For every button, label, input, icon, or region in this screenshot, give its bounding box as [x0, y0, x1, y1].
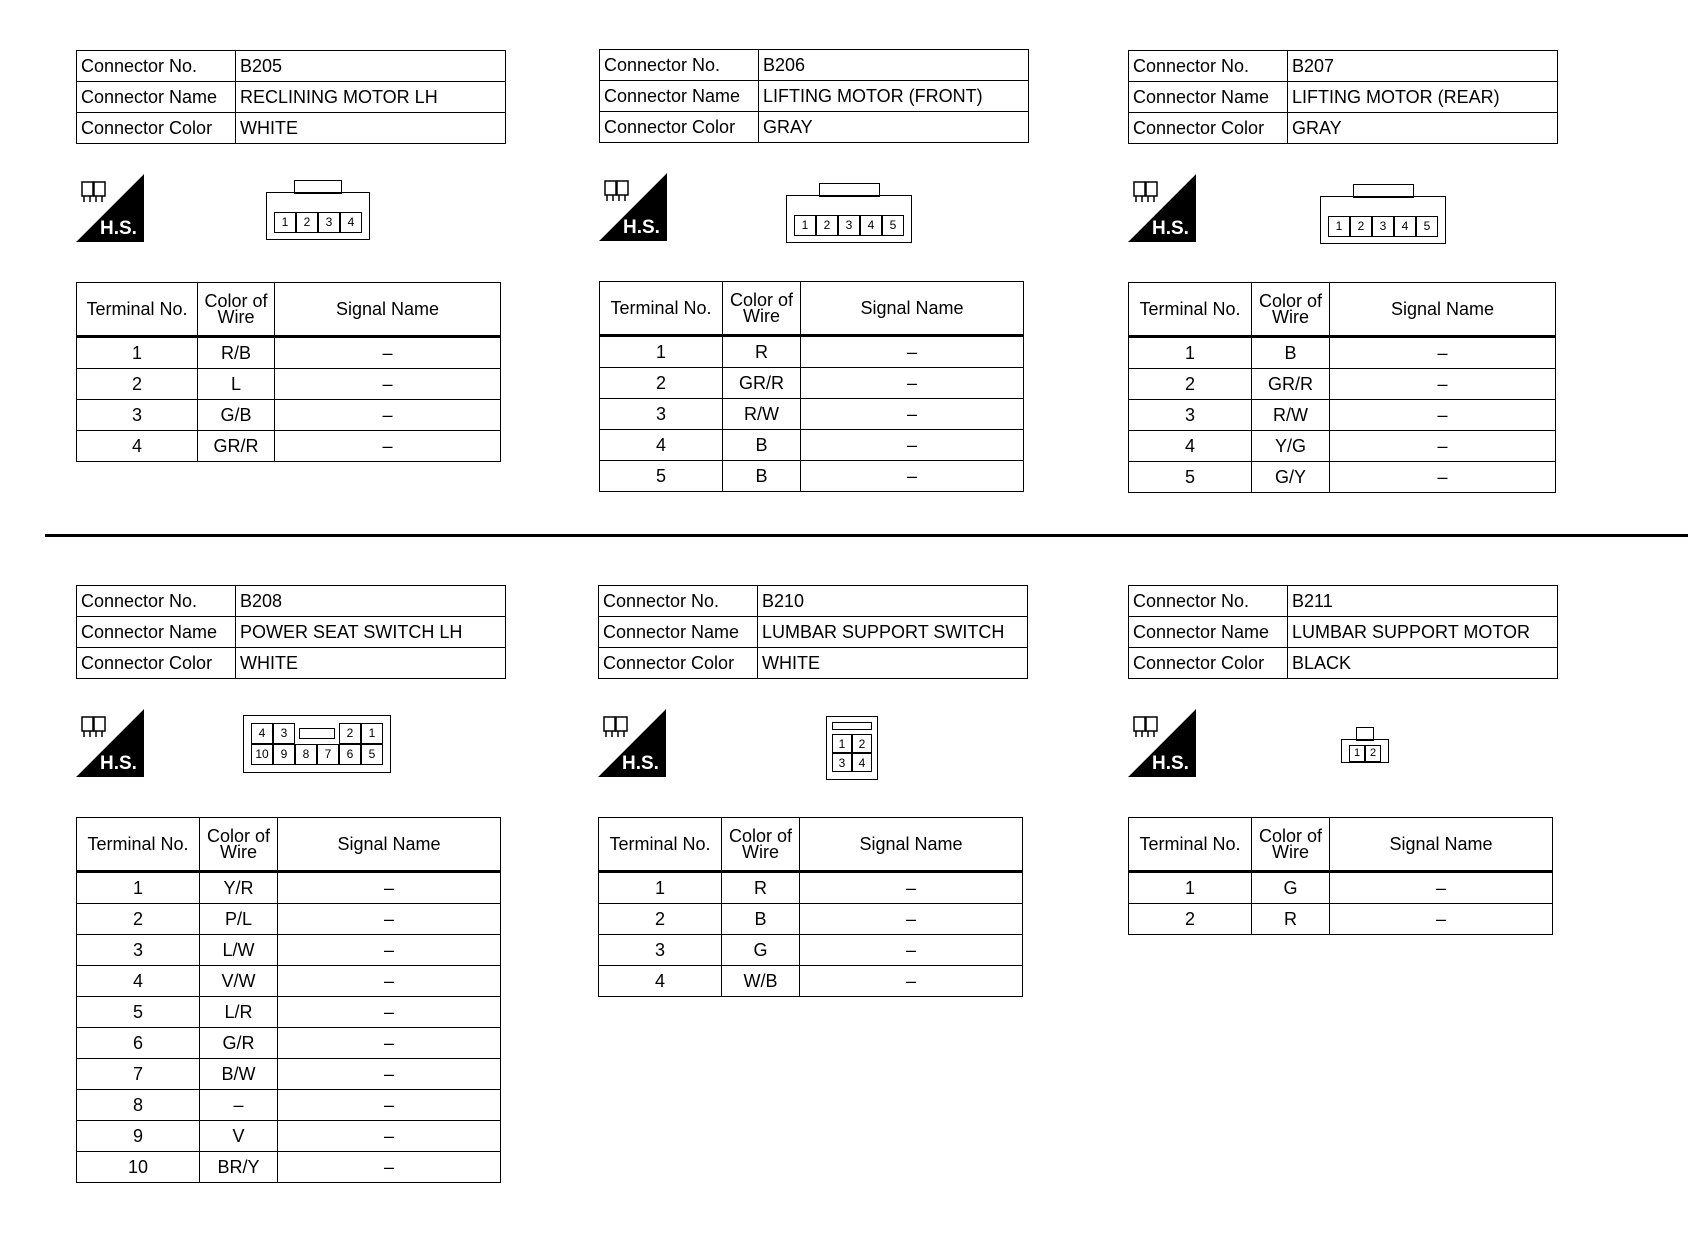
connector-pin: 1 — [274, 212, 296, 233]
signal-name-cell: – — [275, 337, 501, 369]
signal-name-cell: – — [275, 431, 501, 462]
wire-color-cell: R — [1252, 904, 1330, 935]
connector-name-label: Connector Name — [599, 617, 758, 648]
signal-name-cell: – — [801, 461, 1024, 492]
connector-pin: 1 — [832, 734, 852, 753]
terminal-no-header: Terminal No. — [77, 283, 198, 337]
terminal-no-cell: 4 — [77, 431, 198, 462]
wire-color-header — [723, 282, 801, 336]
terminal-table — [76, 817, 501, 1183]
connector-block-b210 — [598, 585, 1028, 991]
hs-label: H.S. — [100, 218, 137, 239]
connector-lock-tab — [1353, 184, 1414, 198]
table-row — [600, 430, 1024, 461]
section-divider — [45, 534, 1688, 537]
wire-color-header-line2: Wire — [743, 306, 780, 326]
wire-color-cell: GR/R — [723, 368, 801, 399]
wire-color-cell: V — [200, 1121, 278, 1152]
wire-color-cell: GR/R — [1252, 369, 1330, 400]
terminal-no-cell: 5 — [1129, 462, 1252, 493]
connector-block-b206 — [599, 49, 1029, 486]
terminal-no-cell: 2 — [599, 904, 722, 935]
connector-color-label: Connector Color — [77, 648, 236, 679]
terminal-no-cell: 2 — [600, 368, 723, 399]
connector-color-value: BLACK — [1288, 648, 1558, 679]
terminal-no-cell: 1 — [1129, 337, 1252, 369]
wire-color-header — [722, 818, 800, 872]
wire-color-header-line1: Color of — [1258, 291, 1323, 311]
table-row — [77, 1028, 501, 1059]
terminal-no-cell: 2 — [1129, 369, 1252, 400]
signal-name-cell: – — [801, 368, 1024, 399]
wire-color-cell: L/R — [200, 997, 278, 1028]
signal-name-cell: – — [800, 872, 1023, 904]
terminal-table — [76, 282, 501, 462]
signal-name-cell: – — [1330, 904, 1553, 935]
table-row — [77, 997, 501, 1028]
wire-color-cell: Y/R — [200, 872, 278, 904]
table-row — [1129, 431, 1556, 462]
table-row — [1129, 400, 1556, 431]
connector-pin: 4 — [852, 753, 872, 772]
wire-color-cell: Y/G — [1252, 431, 1330, 462]
wire-color-header-line2: Wire — [220, 842, 257, 862]
signal-name-cell: – — [1330, 872, 1553, 904]
connector-name-value: POWER SEAT SWITCH LH — [236, 617, 506, 648]
signal-name-cell: – — [278, 1152, 501, 1183]
wire-color-header-line2: Wire — [217, 307, 255, 327]
table-row — [77, 1152, 501, 1183]
wire-color-cell: G/R — [200, 1028, 278, 1059]
connector-no-value: B207 — [1288, 51, 1558, 82]
table-row — [77, 1121, 501, 1152]
wire-color-cell: W/B — [722, 966, 800, 997]
terminal-no-cell: 3 — [599, 935, 722, 966]
signal-name-header: Signal Name — [800, 818, 1023, 872]
connector-pin: 10 — [251, 744, 273, 765]
hs-label: H.S. — [1152, 753, 1189, 774]
connector-no-value: B211 — [1288, 586, 1558, 617]
signal-name-header: Signal Name — [278, 818, 501, 872]
table-row — [77, 1090, 501, 1121]
terminal-no-header: Terminal No. — [1129, 818, 1252, 872]
terminal-no-cell: 7 — [77, 1059, 200, 1090]
signal-name-header: Signal Name — [801, 282, 1024, 336]
connector-pin: 3 — [273, 723, 295, 744]
wire-color-cell: B/W — [200, 1059, 278, 1090]
wire-color-cell: B — [1252, 337, 1330, 369]
wire-color-header — [198, 283, 275, 337]
terminal-no-cell: 1 — [599, 872, 722, 904]
hs-label: H.S. — [1152, 218, 1189, 239]
connector-pin: 4 — [1394, 216, 1416, 237]
terminal-no-cell: 9 — [77, 1121, 200, 1152]
wire-color-cell: R — [723, 336, 801, 368]
terminal-no-cell: 8 — [77, 1090, 200, 1121]
harness-side-icon — [598, 709, 666, 777]
table-row — [1129, 904, 1553, 935]
terminal-no-cell: 3 — [1129, 400, 1252, 431]
connector-pin: 5 — [882, 215, 904, 236]
connector-pin: 5 — [1416, 216, 1438, 237]
wire-color-cell: G — [1252, 872, 1330, 904]
connector-pin: 1 — [1349, 745, 1365, 762]
signal-name-cell: – — [800, 904, 1023, 935]
connector-color-label: Connector Color — [600, 112, 759, 143]
connector-pin: 4 — [251, 723, 273, 744]
connector-name-value: LUMBAR SUPPORT MOTOR — [1288, 617, 1558, 648]
connector-pin: 3 — [838, 215, 860, 236]
connector-no-label: Connector No. — [77, 586, 236, 617]
harness-side-icon — [76, 709, 144, 777]
connector-info-table — [1128, 50, 1558, 144]
wire-color-cell: G/B — [198, 400, 275, 431]
signal-name-cell: – — [278, 1028, 501, 1059]
connector-color-value: WHITE — [758, 648, 1028, 679]
table-row — [599, 904, 1023, 935]
wire-color-header-line2: Wire — [742, 842, 779, 862]
terminal-no-cell: 3 — [600, 399, 723, 430]
connector-pin: 4 — [860, 215, 882, 236]
connector-pin: 6 — [339, 744, 361, 765]
connector-info-table — [1128, 585, 1558, 679]
connector-block-b207 — [1128, 50, 1558, 487]
wire-color-cell: G/Y — [1252, 462, 1330, 493]
terminal-no-header: Terminal No. — [599, 818, 722, 872]
wire-color-cell: P/L — [200, 904, 278, 935]
wire-color-header-line1: Color of — [729, 290, 794, 310]
signal-name-cell: – — [275, 369, 501, 400]
terminal-no-cell: 4 — [600, 430, 723, 461]
connector-no-value: B205 — [236, 51, 506, 82]
connector-lock-slot — [299, 728, 335, 739]
table-row — [600, 368, 1024, 399]
connector-no-value: B208 — [236, 586, 506, 617]
terminal-no-cell: 5 — [600, 461, 723, 492]
connector-pin: 2 — [296, 212, 318, 233]
table-row — [77, 1059, 501, 1090]
connector-lock-tab — [294, 180, 342, 194]
table-row — [1129, 462, 1556, 493]
connector-name-label: Connector Name — [77, 82, 236, 113]
terminal-no-header: Terminal No. — [77, 818, 200, 872]
signal-name-header: Signal Name — [275, 283, 501, 337]
wire-color-cell: B — [722, 904, 800, 935]
hs-label: H.S. — [623, 217, 660, 238]
table-row — [77, 935, 501, 966]
wire-color-cell: B — [723, 430, 801, 461]
connector-name-label: Connector Name — [77, 617, 236, 648]
signal-name-cell: – — [1330, 431, 1556, 462]
signal-name-cell: – — [1330, 337, 1556, 369]
connector-lock-tab — [832, 722, 872, 730]
wire-color-cell: R/B — [198, 337, 275, 369]
hs-label: H.S. — [100, 753, 137, 774]
terminal-table — [599, 281, 1024, 492]
table-row — [77, 872, 501, 904]
signal-name-cell: – — [801, 336, 1024, 368]
terminal-no-cell: 1 — [600, 336, 723, 368]
table-row — [77, 337, 501, 369]
terminal-no-header: Terminal No. — [1129, 283, 1252, 337]
connector-info-table — [599, 49, 1029, 143]
connector-pin: 9 — [273, 744, 295, 765]
connector-name-label: Connector Name — [1129, 617, 1288, 648]
wire-color-header — [1252, 818, 1330, 872]
connector-color-value: GRAY — [759, 112, 1029, 143]
terminal-no-cell: 4 — [599, 966, 722, 997]
signal-name-cell: – — [1330, 400, 1556, 431]
signal-name-cell: – — [801, 430, 1024, 461]
connector-block-b211 — [1128, 585, 1558, 929]
wire-color-header-line1: Color of — [206, 826, 271, 846]
connector-pin: 1 — [794, 215, 816, 236]
wire-color-cell: V/W — [200, 966, 278, 997]
hs-label: H.S. — [622, 753, 659, 774]
terminal-no-cell: 6 — [77, 1028, 200, 1059]
connector-pin: 1 — [361, 723, 383, 744]
table-row — [599, 935, 1023, 966]
connector-no-label: Connector No. — [77, 51, 236, 82]
terminal-no-header: Terminal No. — [600, 282, 723, 336]
wire-color-cell: R/W — [723, 399, 801, 430]
wire-color-header-line1: Color of — [728, 826, 793, 846]
connector-pin: 2 — [339, 723, 361, 744]
table-row — [77, 904, 501, 935]
connector-info-table — [76, 50, 506, 144]
terminal-table — [1128, 282, 1556, 493]
connector-name-value: LIFTING MOTOR (REAR) — [1288, 82, 1558, 113]
connector-pin: 2 — [816, 215, 838, 236]
signal-name-cell: – — [1330, 462, 1556, 493]
terminal-no-cell: 10 — [77, 1152, 200, 1183]
connector-name-label: Connector Name — [1129, 82, 1288, 113]
connector-color-label: Connector Color — [599, 648, 758, 679]
wire-color-header-line2: Wire — [1272, 842, 1309, 862]
terminal-no-cell: 2 — [77, 904, 200, 935]
connector-pin: 4 — [340, 212, 362, 233]
table-row — [599, 966, 1023, 997]
signal-name-header: Signal Name — [1330, 818, 1553, 872]
wire-color-cell: L/W — [200, 935, 278, 966]
wire-color-header-line1: Color of — [1258, 826, 1323, 846]
table-row — [599, 872, 1023, 904]
table-row — [77, 431, 501, 462]
connector-name-value: LUMBAR SUPPORT SWITCH — [758, 617, 1028, 648]
connector-lock-tab — [1356, 727, 1374, 741]
table-row — [1129, 872, 1553, 904]
connector-color-value: WHITE — [236, 113, 506, 144]
connector-block-b208 — [76, 585, 506, 1177]
signal-name-cell: – — [800, 935, 1023, 966]
signal-name-cell: – — [278, 872, 501, 904]
signal-name-cell: – — [275, 400, 501, 431]
connector-pin: 7 — [317, 744, 339, 765]
wire-color-cell: – — [200, 1090, 278, 1121]
terminal-no-cell: 2 — [77, 369, 198, 400]
terminal-no-cell: 2 — [1129, 904, 1252, 935]
terminal-no-cell: 1 — [77, 337, 198, 369]
connector-name-label: Connector Name — [600, 81, 759, 112]
table-row — [77, 966, 501, 997]
harness-side-icon — [599, 173, 667, 241]
table-row — [1129, 369, 1556, 400]
wire-color-cell: L — [198, 369, 275, 400]
signal-name-header: Signal Name — [1330, 283, 1556, 337]
connector-color-value: WHITE — [236, 648, 506, 679]
signal-name-cell: – — [278, 966, 501, 997]
connector-pin: 1 — [1328, 216, 1350, 237]
connector-info-table — [598, 585, 1028, 679]
connector-name-value: LIFTING MOTOR (FRONT) — [759, 81, 1029, 112]
harness-side-icon — [1128, 709, 1196, 777]
connector-pin: 3 — [1372, 216, 1394, 237]
terminal-no-cell: 5 — [77, 997, 200, 1028]
connector-pin: 2 — [852, 734, 872, 753]
connector-no-label: Connector No. — [1129, 586, 1288, 617]
terminal-table — [1128, 817, 1553, 935]
signal-name-cell: – — [800, 966, 1023, 997]
wire-color-cell: BR/Y — [200, 1152, 278, 1183]
connector-no-label: Connector No. — [1129, 51, 1288, 82]
wire-color-cell: R — [722, 872, 800, 904]
connector-color-label: Connector Color — [1129, 113, 1288, 144]
connector-pin: 8 — [295, 744, 317, 765]
signal-name-cell: – — [1330, 369, 1556, 400]
signal-name-cell: – — [278, 904, 501, 935]
connector-pin: 3 — [318, 212, 340, 233]
wire-color-cell: B — [723, 461, 801, 492]
connector-name-value: RECLINING MOTOR LH — [236, 82, 506, 113]
connector-color-label: Connector Color — [77, 113, 236, 144]
connector-color-label: Connector Color — [1129, 648, 1288, 679]
signal-name-cell: – — [278, 1090, 501, 1121]
table-row — [1129, 337, 1556, 369]
connector-no-value: B210 — [758, 586, 1028, 617]
table-row — [600, 336, 1024, 368]
connector-pin: 3 — [832, 753, 852, 772]
wire-color-cell: G — [722, 935, 800, 966]
terminal-no-cell: 1 — [1129, 872, 1252, 904]
terminal-no-cell: 3 — [77, 935, 200, 966]
connector-pin: 5 — [361, 744, 383, 765]
wire-color-cell: GR/R — [198, 431, 275, 462]
connector-no-label: Connector No. — [599, 586, 758, 617]
signal-name-cell: – — [278, 935, 501, 966]
wire-color-header-line1: Color of — [204, 291, 268, 311]
wire-color-header-line2: Wire — [1272, 307, 1309, 327]
signal-name-cell: – — [278, 997, 501, 1028]
wire-color-header — [1252, 283, 1330, 337]
terminal-table — [598, 817, 1023, 997]
connector-lock-tab — [819, 183, 880, 197]
connector-block-b205 — [76, 50, 506, 456]
signal-name-cell: – — [278, 1059, 501, 1090]
harness-side-icon — [76, 174, 144, 242]
connector-pin: 2 — [1350, 216, 1372, 237]
table-row — [600, 461, 1024, 492]
table-row — [77, 400, 501, 431]
wire-color-cell: R/W — [1252, 400, 1330, 431]
connector-info-table — [76, 585, 506, 679]
table-row — [600, 399, 1024, 430]
harness-side-icon — [1128, 174, 1196, 242]
wire-color-header — [200, 818, 278, 872]
signal-name-cell: – — [801, 399, 1024, 430]
connector-pin: 2 — [1365, 745, 1381, 762]
terminal-no-cell: 3 — [77, 400, 198, 431]
terminal-no-cell: 1 — [77, 872, 200, 904]
connector-no-value: B206 — [759, 50, 1029, 81]
table-row — [77, 369, 501, 400]
connector-no-label: Connector No. — [600, 50, 759, 81]
terminal-no-cell: 4 — [77, 966, 200, 997]
signal-name-cell: – — [278, 1121, 501, 1152]
terminal-no-cell: 4 — [1129, 431, 1252, 462]
connector-color-value: GRAY — [1288, 113, 1558, 144]
